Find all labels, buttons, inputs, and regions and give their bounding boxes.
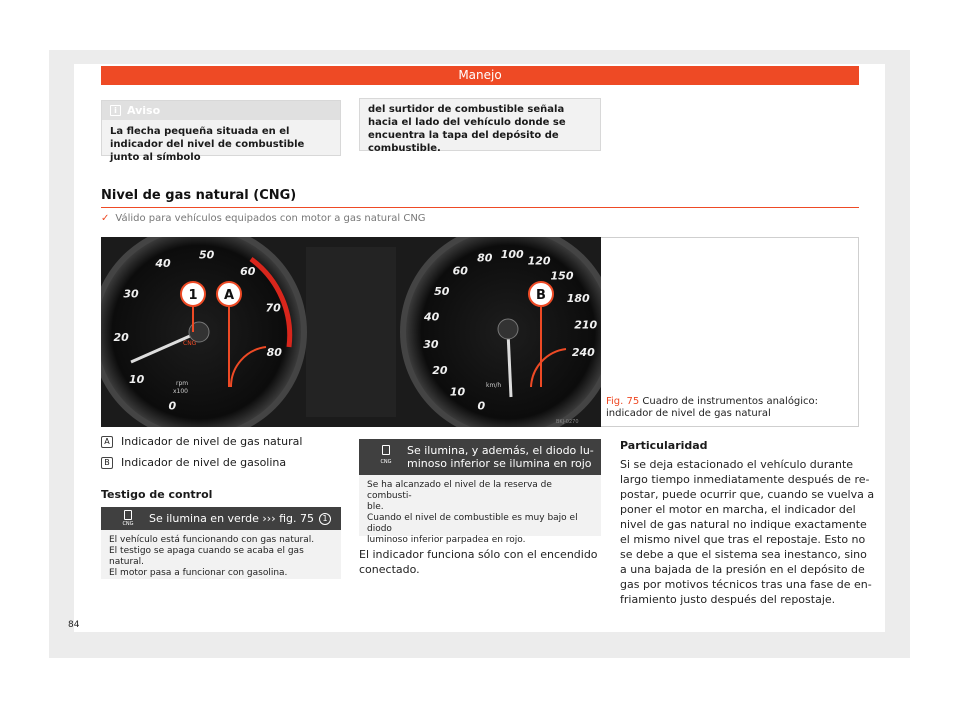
instrument-cluster-image — [101, 237, 601, 427]
body-line: El motor pasa a funcionar con gasolina. — [109, 568, 288, 578]
warning-red-box — [359, 439, 601, 545]
particularidad-title: Particularidad — [620, 439, 708, 452]
warning-red-title: Se ilumina, y además, el diodo lu- minoso inferior se ilumina en rojo — [407, 444, 594, 470]
speed-tick-label: 60 — [452, 264, 468, 278]
aviso-header — [102, 101, 340, 120]
legend-text: Indicador de nivel de gasolina — [121, 456, 287, 469]
body-line: ble. — [367, 502, 384, 512]
speed-tick-label: 100 — [500, 248, 524, 262]
rpm-tick-label: 30 — [123, 287, 139, 301]
rpm-tick-label: 40 — [155, 256, 171, 270]
validity-note — [101, 213, 426, 224]
figure-caption-text: Cuadro de instrumentos analógico: indicador de nivel de gas natural — [606, 396, 819, 419]
cng-pump-icon: CNG — [373, 445, 399, 469]
body-line: El vehículo está funcionando con gas natural. — [109, 535, 315, 545]
speed-tick-label: 120 — [527, 254, 551, 268]
figure-caption — [606, 396, 856, 420]
rpm-unit-multiplier: x100 — [173, 388, 189, 395]
svg-text:1: 1 — [188, 288, 198, 303]
indicator-note: El indicador funciona sólo con el encendido conectado. — [359, 548, 598, 576]
speed-tick-label: 0 — [477, 399, 486, 413]
speed-tick-label: 30 — [423, 338, 439, 351]
speed-tick-label: 150 — [550, 269, 574, 283]
speed-unit: km/h — [486, 382, 502, 389]
body-line: luminoso inferior parpadea en rojo. — [367, 535, 526, 545]
validity-text: Válido para vehículos equipados con motor a gas natural CNG — [115, 213, 426, 224]
speed-tick-label: 20 — [432, 364, 448, 378]
warning-green-title: Se ilumina en verde ››› fig. 75 — [149, 512, 314, 525]
section-title: Nivel de gas natural (CNG) — [101, 188, 297, 203]
rpm-tick-label: 70 — [265, 301, 281, 315]
figure-label: Fig. 75 — [606, 396, 640, 407]
callout-b — [529, 282, 553, 306]
reference-badge: 1 — [319, 513, 331, 525]
callout-a — [217, 282, 241, 306]
speed-tick-label: 40 — [423, 310, 440, 324]
aviso-text: La flecha pequeña situada en el indicador del nivel de combustible junto al símbolo — [110, 126, 305, 163]
body-line: Cuando el nivel de combustible es muy bajo el diodo — [367, 513, 578, 534]
speed-tick-label: 240 — [571, 346, 595, 360]
aviso-continued-box: del surtidor de combustible señala hacia el lado del vehículo donde se encuentra la tapa del depósito de combustible. — [359, 98, 601, 151]
speed-tick-label: 50 — [434, 284, 450, 298]
rpm-unit: rpm — [176, 380, 189, 387]
aviso-title: Aviso — [127, 104, 161, 117]
legend-item-b — [101, 456, 286, 469]
warning-red-header — [359, 439, 601, 475]
check-icon: ✓ — [101, 213, 110, 224]
warning-green-header — [101, 507, 341, 530]
svg-text:B: B — [536, 288, 546, 303]
cng-pump-icon: CNG — [115, 510, 141, 527]
legend-letter: B — [101, 457, 113, 469]
cng-label: CNG — [183, 340, 197, 347]
speed-tick-label: 80 — [477, 251, 493, 265]
rpm-tick-label: 80 — [266, 346, 282, 360]
speed-tick-label: 10 — [449, 385, 466, 399]
info-icon: i — [110, 105, 121, 116]
legend-letter: A — [101, 436, 113, 448]
speed-tick-label: 210 — [574, 318, 598, 332]
speed-tick-label: 180 — [566, 292, 590, 306]
rpm-tick-label: 10 — [128, 372, 145, 386]
rpm-tick-label: 50 — [198, 248, 215, 262]
legend-text: Indicador de nivel de gas natural — [121, 435, 303, 448]
rpm-tick-label: 20 — [113, 331, 129, 345]
svg-text:A: A — [223, 288, 235, 303]
callout-1 — [181, 282, 205, 306]
rpm-tick-label: 0 — [168, 399, 177, 413]
section-header: Manejo — [101, 66, 859, 85]
section-divider — [101, 207, 859, 208]
particularidad-text: Si se deja estacionado el vehículo durante largo tiempo inmediatamente después de re- postar, puede ocurrir que, cuando se vuelva a poner el motor en marcha, el indicador del nivel de gas natural no indique exactamente el mismo nivel que tras el repostaje. Esto no se debe a que el sistema sea inestanco, sino a una bajada de la presión en el depósito de gas por motivos técnicos tras una fase de en- friamiento justo después del repostaje. — [620, 458, 875, 606]
legend-item-a — [101, 435, 302, 448]
rpm-tick-label: 60 — [240, 265, 256, 279]
warning-green-body — [101, 530, 341, 584]
figure-code: BKJ-0270 — [556, 419, 579, 425]
warning-green-box — [101, 507, 341, 579]
testigo-heading: Testigo de control — [101, 488, 213, 501]
page-number: 84 — [68, 620, 80, 630]
warning-red-body — [359, 475, 601, 551]
body-line: Se ha alcanzado el nivel de la reserva de combusti- — [367, 480, 552, 501]
body-line: El testigo se apaga cuando se acaba el gas natural. — [109, 546, 304, 567]
aviso-box — [101, 100, 341, 163]
